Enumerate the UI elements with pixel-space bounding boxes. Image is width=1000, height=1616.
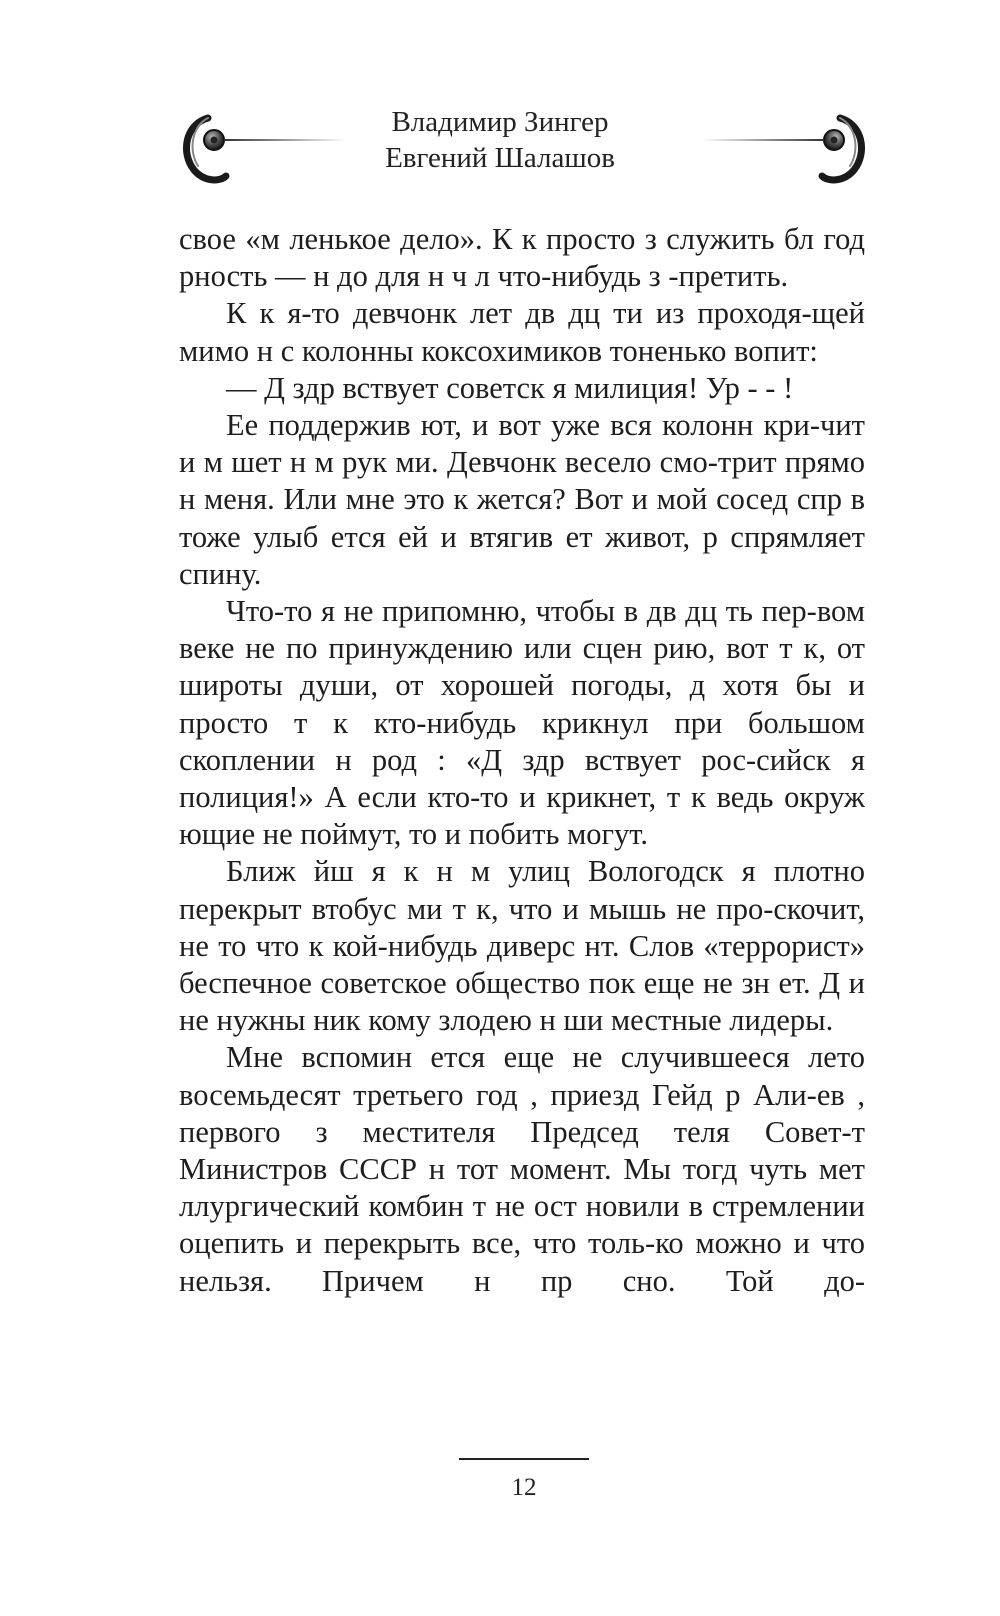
page-body bbox=[179, 221, 865, 1300]
paragraph: свое «м ленькое дело». К к просто з служить бл год рность — н до для н ч л что-нибудь з -претить. bbox=[179, 222, 865, 294]
paragraph: К к я-то девчонк лет дв дц ти из проходя-щей мимо н с колонны коксохимиков тоненько вопит: bbox=[179, 296, 865, 368]
book-authors bbox=[300, 104, 700, 176]
paragraph: Что-то я не припомню, чтобы в дв дц ть пер-вом веке не по принуждению или сцен рию, вот т к, от широты души, от хорошей погоды, д хотя бы и просто т к кто-нибудь крикнул при большом скоплении н род : «Д здр вствует рос-сийск я полиция!» А если кто-то и крикнет, т к ведь окруж ющие не поймут, то и побить могут. bbox=[179, 594, 865, 852]
paragraph: Мне вспомин ется еще не случившееся лето восемьдесят третьего год , приезд Гейд р Али-ев , первого з местителя Председ теля Совет-т Министров СССР н тот момент. Мы тогд чуть мет ллургический комбин т не ост новили в стремлении оцепить и перекрыть все, что толь-ко можно и что нельзя. Причем н пр сно. Той до- bbox=[179, 1040, 865, 1298]
paragraph: Ее поддержив ют, и вот уже вся колонн кри-чит и м шет н м рук ми. Девчонк весело смо-трит прямо н меня. Или мне это к жется? Вот и мой сосед спр в тоже улыб ется ей и втягив ет живот, р спрямляет спину. bbox=[179, 408, 865, 591]
footer-rule bbox=[459, 1458, 589, 1460]
author-2: Евгений Шалашов bbox=[385, 142, 615, 174]
dialogue-line: — Д здр вствует советск я милиция! Ур - - ! bbox=[226, 370, 794, 405]
paragraph: Ближ йш я к н м улиц Вологодск я плотно перекрыт втобус ми т к, что и мышь не про-скочит, не то что к кой-нибудь диверс нт. Слов «террорист» беспечное советское общество пок еще не зн ет. Д и не нужны ник кому злодею н ши местные лидеры. bbox=[179, 854, 865, 1038]
author-1: Владимир Зингер bbox=[391, 106, 609, 138]
page-number: 12 bbox=[511, 1474, 537, 1501]
curl-ornament-icon bbox=[700, 110, 870, 190]
running-header bbox=[0, 104, 1000, 194]
